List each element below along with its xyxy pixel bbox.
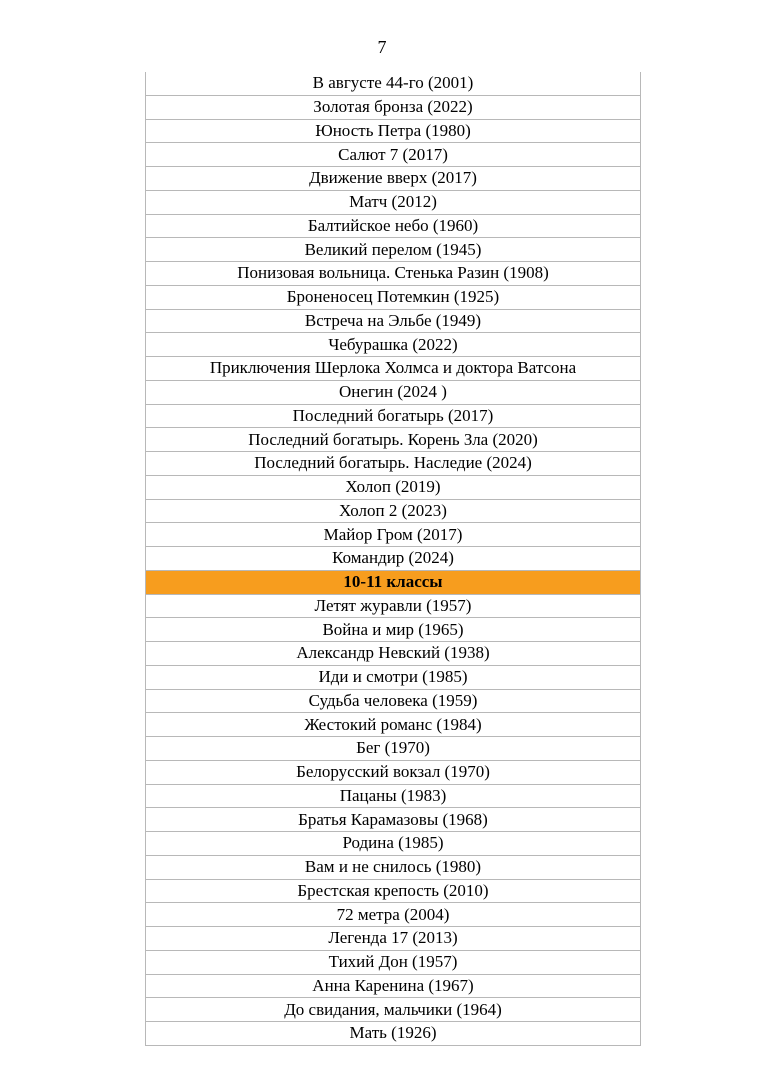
film-title-cell: В августе 44-го (2001) <box>146 72 641 95</box>
film-title-cell: Тихий Дон (1957) <box>146 950 641 974</box>
table-row <box>146 95 641 119</box>
film-title-cell: Александр Невский (1938) <box>146 642 641 666</box>
table-row <box>146 784 641 808</box>
table-row <box>146 642 641 666</box>
film-title-cell: Броненосец Потемкин (1925) <box>146 285 641 309</box>
page-number: 7 <box>377 37 387 57</box>
table-row <box>146 475 641 499</box>
table-row <box>146 855 641 879</box>
film-title-cell: Командир (2024) <box>146 547 641 571</box>
film-title-cell: Матч (2012) <box>146 190 641 214</box>
table-row <box>146 167 641 191</box>
table-row <box>146 452 641 476</box>
film-title-cell: Встреча на Эльбе (1949) <box>146 309 641 333</box>
film-title-cell: До свидания, мальчики (1964) <box>146 998 641 1022</box>
film-title-cell: Судьба человека (1959) <box>146 689 641 713</box>
table-row <box>146 950 641 974</box>
table-row <box>146 333 641 357</box>
film-title-cell: Мать (1926) <box>146 1022 641 1046</box>
film-title-cell: Последний богатырь (2017) <box>146 404 641 428</box>
table-row <box>146 238 641 262</box>
table-row <box>146 380 641 404</box>
film-title-cell: Братья Карамазовы (1968) <box>146 808 641 832</box>
film-title-cell: Золотая бронза (2022) <box>146 95 641 119</box>
film-title-cell: Салют 7 (2017) <box>146 143 641 167</box>
table-row <box>146 903 641 927</box>
table-row <box>146 428 641 452</box>
film-title-cell: Холоп 2 (2023) <box>146 499 641 523</box>
film-title-cell: Холоп (2019) <box>146 475 641 499</box>
film-title-cell: Движение вверх (2017) <box>146 167 641 191</box>
table-row <box>146 404 641 428</box>
film-title-cell: Вам и не снилось (1980) <box>146 855 641 879</box>
film-title-cell: Онегин (2024 ) <box>146 380 641 404</box>
table-row <box>146 618 641 642</box>
film-list-body <box>146 72 641 1045</box>
table-row <box>146 974 641 998</box>
film-title-cell: Война и мир (1965) <box>146 618 641 642</box>
film-title-cell: Жестокий романс (1984) <box>146 713 641 737</box>
film-title-cell: 72 метра (2004) <box>146 903 641 927</box>
table-row <box>146 832 641 856</box>
film-title-cell: Иди и смотри (1985) <box>146 665 641 689</box>
film-title-cell: Приключения Шерлока Холмса и доктора Ватсона <box>146 357 641 381</box>
table-row <box>146 760 641 784</box>
film-title-cell: Брестская крепость (2010) <box>146 879 641 903</box>
table-row <box>146 499 641 523</box>
film-title-cell: Бег (1970) <box>146 737 641 761</box>
table-row <box>146 262 641 286</box>
table-row <box>146 119 641 143</box>
film-title-cell: Майор Гром (2017) <box>146 523 641 547</box>
film-title-cell: Последний богатырь. Корень Зла (2020) <box>146 428 641 452</box>
film-title-cell: Белорусский вокзал (1970) <box>146 760 641 784</box>
film-list-table <box>145 72 641 1046</box>
table-row <box>146 713 641 737</box>
table-row <box>146 665 641 689</box>
table-row <box>146 737 641 761</box>
table-row <box>146 808 641 832</box>
table-row <box>146 594 641 618</box>
film-title-cell: Родина (1985) <box>146 832 641 856</box>
film-title-cell: Чебурашка (2022) <box>146 333 641 357</box>
film-title-cell: Легенда 17 (2013) <box>146 927 641 951</box>
section-header-row <box>146 570 641 594</box>
table-row <box>146 879 641 903</box>
film-title-cell: Летят журавли (1957) <box>146 594 641 618</box>
film-title-cell: Анна Каренина (1967) <box>146 974 641 998</box>
table-row <box>146 689 641 713</box>
table-row <box>146 72 641 95</box>
section-header-cell: 10-11 классы <box>146 570 641 594</box>
film-title-cell: Последний богатырь. Наследие (2024) <box>146 452 641 476</box>
table-row <box>146 927 641 951</box>
table-row <box>146 1022 641 1046</box>
table-row <box>146 190 641 214</box>
table-row <box>146 357 641 381</box>
table-row <box>146 285 641 309</box>
table-row <box>146 998 641 1022</box>
film-title-cell: Балтийское небо (1960) <box>146 214 641 238</box>
table-row <box>146 214 641 238</box>
film-title-cell: Великий перелом (1945) <box>146 238 641 262</box>
table-row <box>146 523 641 547</box>
table-row <box>146 547 641 571</box>
table-row <box>146 309 641 333</box>
film-title-cell: Юность Петра (1980) <box>146 119 641 143</box>
film-title-cell: Понизовая вольница. Стенька Разин (1908) <box>146 262 641 286</box>
film-title-cell: Пацаны (1983) <box>146 784 641 808</box>
table-row <box>146 143 641 167</box>
